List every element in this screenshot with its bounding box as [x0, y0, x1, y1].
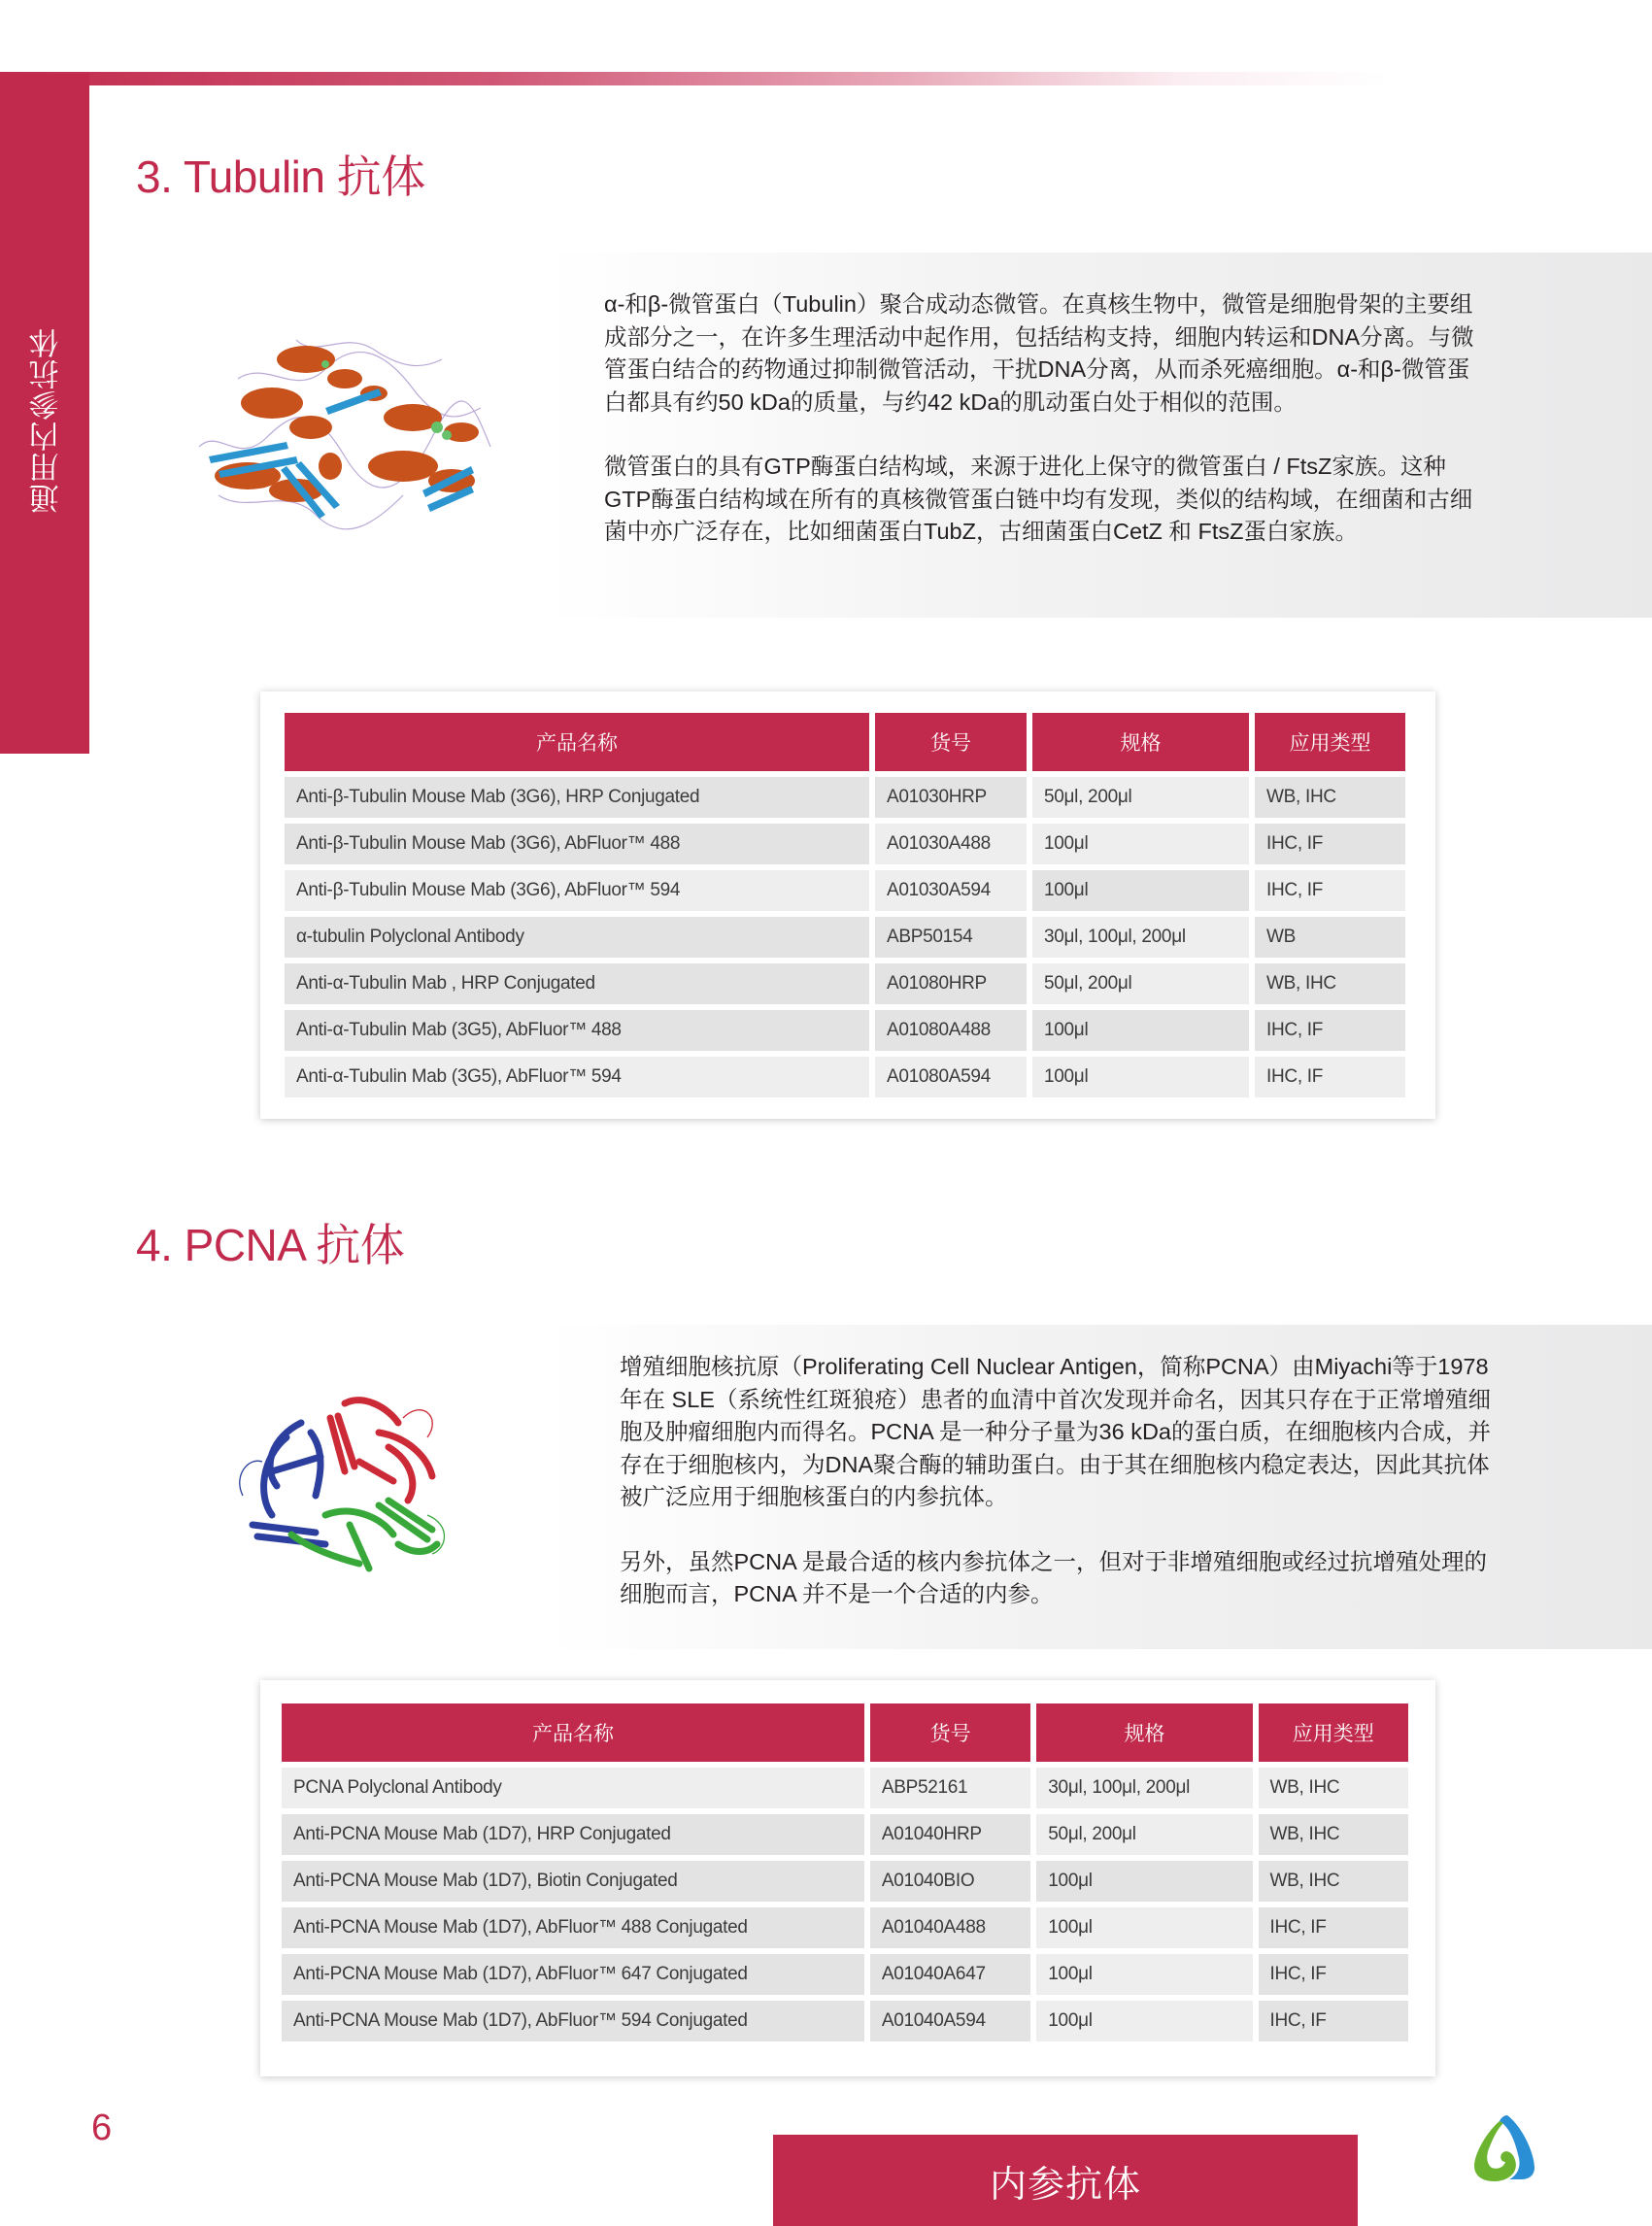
cell-size: 100μl — [1032, 1010, 1249, 1051]
cell-product-name: Anti-PCNA Mouse Mab (1D7), AbFluor™ 647 Conjugated — [282, 1954, 864, 1995]
cell-catalog-number: ABP52161 — [870, 1768, 1030, 1808]
cell-catalog-number: A01080HRP — [875, 963, 1027, 1004]
cell-size: 50μl, 200μl — [1036, 1814, 1252, 1855]
cell-catalog-number: A01040A647 — [870, 1954, 1030, 1995]
table-row — [285, 1057, 1411, 1097]
cell-product-name: Anti-β-Tubulin Mouse Mab (3G6), AbFluor™ 594 — [285, 870, 869, 911]
cell-catalog-number: A01030A488 — [875, 824, 1027, 864]
table-row — [282, 2001, 1408, 2041]
cell-catalog-number: A01030A594 — [875, 870, 1027, 911]
cell-catalog-number: ABP50154 — [875, 917, 1027, 958]
tubulin-product-table-card — [260, 691, 1435, 1119]
pcna-description — [620, 1351, 1494, 1643]
section-title-pcna: 4. PCNA 抗体 — [136, 1220, 405, 1270]
cell-catalog-number: A01040HRP — [870, 1814, 1030, 1855]
table-row — [285, 824, 1411, 864]
table-row — [285, 870, 1411, 911]
header-size: 规格 — [1036, 1703, 1252, 1762]
table-row — [282, 1954, 1408, 1995]
table-row — [282, 1814, 1408, 1855]
footer-category-tab — [773, 2135, 1358, 2226]
cell-size: 100μl — [1036, 1954, 1252, 1995]
cell-size: 50μl, 200μl — [1032, 963, 1249, 1004]
tubulin-structure-image — [180, 320, 510, 544]
cell-size: 100μl — [1032, 870, 1249, 911]
header-application: 应用类型 — [1259, 1703, 1408, 1762]
cell-application: IHC, IF — [1255, 1010, 1405, 1051]
cell-catalog-number: A01040A594 — [870, 2001, 1030, 2041]
header-product-name: 产品名称 — [282, 1703, 864, 1762]
cell-size: 100μl — [1036, 1861, 1252, 1902]
cell-application: WB — [1255, 917, 1405, 958]
tubulin-paragraph-2: 微管蛋白的具有GTP酶蛋白结构域，来源于进化上保守的微管蛋白 / FtsZ家族。这种GTP酶蛋白结构域在所有的真核微管蛋白链中均有发现，类似的结构域，在细菌和古细菌中亦广泛存在，比如细菌蛋白TubZ，古细菌蛋白CetZ 和 FtsZ蛋白家族。 — [604, 454, 1473, 544]
section-title-tubulin: 3. Tubulin 抗体 — [136, 152, 425, 202]
company-logo-icon — [1465, 2108, 1542, 2185]
footer-category-label: 内参抗体 — [989, 2164, 1141, 2206]
cell-application: WB, IHC — [1255, 963, 1405, 1004]
table-row — [282, 1907, 1408, 1948]
table-row — [282, 1768, 1408, 1808]
cell-product-name: Anti-PCNA Mouse Mab (1D7), Biotin Conjugated — [282, 1861, 864, 1902]
table-row — [285, 917, 1411, 958]
cell-product-name: Anti-β-Tubulin Mouse Mab (3G6), HRP Conjugated — [285, 777, 869, 818]
header-product-name: 产品名称 — [285, 713, 869, 771]
table-header-row — [282, 1703, 1408, 1762]
cell-application: IHC, IF — [1255, 824, 1405, 864]
cell-application: WB, IHC — [1255, 777, 1405, 818]
table-row — [285, 777, 1411, 818]
table-row — [285, 963, 1411, 1004]
cell-application: IHC, IF — [1259, 1907, 1408, 1948]
cell-size: 100μl — [1036, 2001, 1252, 2041]
cell-product-name: Anti-α-Tubulin Mab (3G5), AbFluor™ 488 — [285, 1010, 869, 1051]
cell-product-name: Anti-β-Tubulin Mouse Mab (3G6), AbFluor™ 488 — [285, 824, 869, 864]
cell-application: WB, IHC — [1259, 1814, 1408, 1855]
header-size: 规格 — [1032, 713, 1249, 771]
top-gradient-bar — [0, 72, 1389, 85]
cell-size: 50μl, 200μl — [1032, 777, 1249, 818]
cell-product-name: Anti-α-Tubulin Mab (3G5), AbFluor™ 594 — [285, 1057, 869, 1097]
cell-product-name: Anti-PCNA Mouse Mab (1D7), HRP Conjugated — [282, 1814, 864, 1855]
cell-size: 100μl — [1032, 1057, 1249, 1097]
tubulin-description — [604, 288, 1478, 581]
header-catalog-number: 货号 — [875, 713, 1027, 771]
cell-catalog-number: A01040A488 — [870, 1907, 1030, 1948]
pcna-paragraph-1: 增殖细胞核抗原（Proliferating Cell Nuclear Antigen，简称PCNA）由Miyachi等于1978年在 SLE（系统性红斑狼疮）患者的血清中首次发现并命名，因其只存在于正常增殖细胞及肿瘤细胞内而得名。PCNA 是一种分子量为36 kDa的蛋白质，在细胞核内合成，并存在于细胞核内，为DNA聚合酶的辅助蛋白。由于其在细胞核内稳定表达，因此其抗体被广泛应用于细胞核蛋白的内参抗体。 — [620, 1354, 1491, 1509]
cell-application: IHC, IF — [1255, 1057, 1405, 1097]
pcna-structure-image — [233, 1379, 466, 1573]
pcna-product-table — [282, 1703, 1408, 2047]
cell-size: 30μl, 100μl, 200μl — [1036, 1768, 1252, 1808]
page-number: 6 — [91, 2108, 113, 2148]
cell-product-name: Anti-α-Tubulin Mab , HRP Conjugated — [285, 963, 869, 1004]
side-category-label: 通用内参抗体 — [29, 327, 64, 514]
cell-catalog-number: A01040BIO — [870, 1861, 1030, 1902]
cell-catalog-number: A01080A488 — [875, 1010, 1027, 1051]
cell-application: IHC, IF — [1259, 2001, 1408, 2041]
cell-application: IHC, IF — [1259, 1954, 1408, 1995]
table-row — [285, 1010, 1411, 1051]
table-header-row — [285, 713, 1411, 771]
cell-application: WB, IHC — [1259, 1861, 1408, 1902]
cell-product-name: Anti-PCNA Mouse Mab (1D7), AbFluor™ 594 Conjugated — [282, 2001, 864, 2041]
tubulin-product-table — [285, 713, 1411, 1103]
cell-catalog-number: A01030HRP — [875, 777, 1027, 818]
cell-size: 100μl — [1032, 824, 1249, 864]
cell-product-name: α-tubulin Polyclonal Antibody — [285, 917, 869, 958]
cell-application: WB, IHC — [1259, 1768, 1408, 1808]
cell-product-name: PCNA Polyclonal Antibody — [282, 1768, 864, 1808]
cell-size: 30μl, 100μl, 200μl — [1032, 917, 1249, 958]
cell-product-name: Anti-PCNA Mouse Mab (1D7), AbFluor™ 488 Conjugated — [282, 1907, 864, 1948]
table-row — [282, 1861, 1408, 1902]
header-catalog-number: 货号 — [870, 1703, 1030, 1762]
cell-catalog-number: A01080A594 — [875, 1057, 1027, 1097]
tubulin-paragraph-1: α-和β-微管蛋白（Tubulin）聚合成动态微管。在真核生物中，微管是细胞骨架的主要组成部分之一，在许多生理活动中起作用，包括结构支持，细胞内转运和DNA分离。与微管蛋白结合的药物通过抑制微管活动，干扰DNA分离，从而杀死癌细胞。α-和β-微管蛋白都具有约50 kDa的质量，与约42 kDa的肌动蛋白处于相似的范围。 — [604, 291, 1474, 415]
cell-application: IHC, IF — [1255, 870, 1405, 911]
pcna-paragraph-2: 另外，虽然PCNA 是最合适的核内参抗体之一，但对于非增殖细胞或经过抗增殖处理的细胞而言，PCNA 并不是一个合适的内参。 — [620, 1548, 1488, 1606]
header-application: 应用类型 — [1255, 713, 1405, 771]
cell-size: 100μl — [1036, 1907, 1252, 1948]
pcna-product-table-card — [260, 1680, 1435, 2076]
